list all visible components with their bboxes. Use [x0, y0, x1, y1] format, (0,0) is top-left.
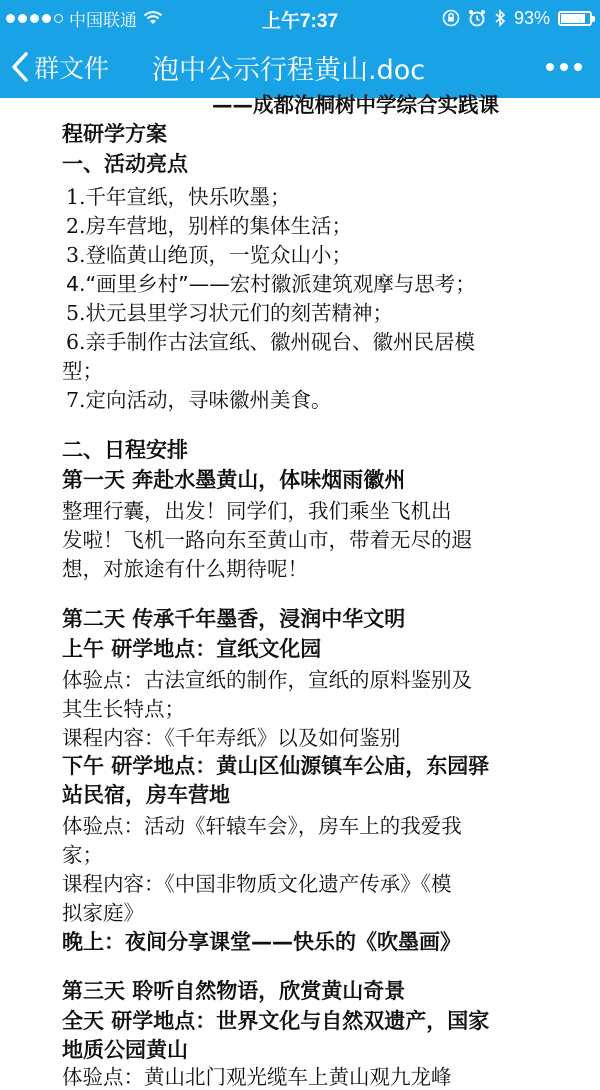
paragraph-line: 其生长特点；	[62, 697, 185, 721]
list-item: 2.房车营地，别样的集体生活；	[66, 214, 353, 238]
session-heading: 晚上：夜间分享课堂——快乐的《吹墨画》	[62, 930, 461, 954]
paragraph-line: 体验点：黄山北门观光缆车上黄山观九龙峰	[62, 1065, 452, 1089]
session-heading: 下午 研学地点：黄山区仙源镇车公庙，东园驿	[62, 754, 490, 778]
paragraph-line: 体验点：活动《轩辕车会》，房车上的我爱我	[62, 814, 462, 838]
list-item: 3.登临黄山绝顶，一览众山小；	[66, 243, 353, 267]
section-heading: 一、活动亮点	[62, 152, 188, 176]
carrier-name: 中国联通	[69, 10, 137, 30]
list-item: 1.千年宣纸，快乐吹墨；	[66, 185, 291, 209]
orientation-lock-icon	[442, 9, 460, 27]
battery-percent: 93%	[513, 7, 550, 28]
paragraph-line: 课程内容：《中国非物质文化遗产传承》《模	[62, 872, 452, 896]
session-heading: 上午 研学地点：宣纸文化园	[62, 637, 322, 661]
day-title: 第二天 传承千年墨香，浸润中华文明	[62, 607, 406, 631]
day-title: 第一天 奔赴水墨黄山，体味烟雨徽州	[62, 468, 406, 492]
paragraph-line: 想，对旅途有什么期待呢！	[62, 557, 308, 581]
paragraph-line: 体验点：古法宣纸的制作，宣纸的原料鉴别及	[62, 668, 472, 692]
more-options-button[interactable]	[546, 36, 582, 98]
back-button[interactable]	[10, 36, 109, 98]
document-subtitle-continued: 程研学方案	[62, 122, 167, 146]
section-heading: 二、日程安排	[62, 438, 188, 462]
list-item: 6.亲手制作古法宣纸、徽州砚台、徽州民居模	[66, 330, 476, 354]
session-heading: 全天 研学地点：世界文化与自然双遗产，国家	[62, 1009, 490, 1033]
battery-icon	[558, 11, 592, 26]
document-subtitle: ——成都泡桐树中学综合实践课	[212, 93, 499, 117]
chevron-left-icon	[10, 51, 30, 83]
bluetooth-icon	[494, 9, 506, 27]
document-viewer[interactable]	[0, 93, 600, 1089]
paragraph-line: 发啦！飞机一路向东至黄山市，带着无尽的遐	[62, 528, 472, 552]
paragraph-line: 拟家庭》	[62, 901, 144, 925]
paragraph-line: 课程内容：《千年寿纸》以及如何鉴别	[62, 726, 401, 750]
list-item: 7.定向活动，寻味徽州美食。	[66, 388, 332, 412]
session-heading: 地质公园黄山	[62, 1038, 188, 1062]
page-title: 泡中公示行程黄山.doc	[152, 54, 426, 86]
back-label: 群文件	[34, 54, 110, 83]
day-title: 第三天 聆听自然物语，欣赏黄山奇景	[62, 979, 406, 1003]
paragraph-line: 家；	[62, 843, 103, 867]
alarm-clock-icon	[468, 9, 486, 27]
status-time: 上午7:37	[261, 11, 339, 32]
list-item: 4.“画里乡村”——宏村徽派建筑观摩与思考；	[66, 272, 476, 296]
list-item: 型；	[62, 359, 103, 383]
status-bar	[0, 0, 600, 36]
paragraph-line: 整理行囊，出发！同学们，我们乘坐飞机出	[62, 499, 452, 523]
list-item: 5.状元县里学习状元们的刻苦精神；	[66, 301, 394, 325]
more-dot-icon	[546, 63, 554, 71]
session-heading: 站民宿，房车营地	[62, 783, 230, 807]
status-right	[442, 6, 592, 30]
